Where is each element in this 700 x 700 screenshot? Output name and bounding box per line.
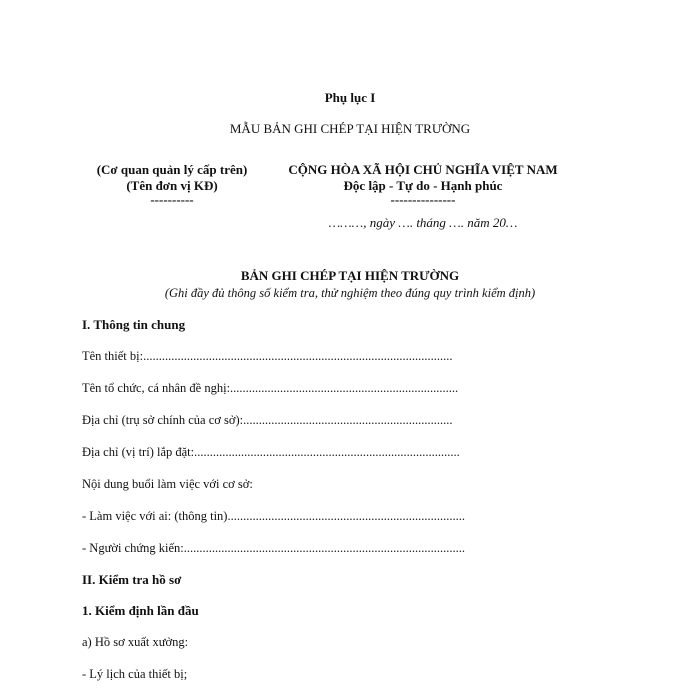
parent-agency-label: (Cơ quan quản lý cấp trên) [96, 162, 248, 177]
main-title: BẢN GHI CHÉP TẠI HIỆN TRƯỜNG [240, 268, 460, 283]
national-motto: Độc lập - Tự do - Hạnh phúc [343, 178, 503, 193]
date-line: ………, ngày …. tháng …. năm 20… [328, 215, 518, 230]
left-header-rule: ---------- [150, 192, 194, 207]
equipment-history-item: - Lý lịch của thiết bị; [82, 667, 188, 681]
national-title: CỘNG HÒA XÃ HỘI CHỦ NGHĨA VIỆT NAM [288, 162, 558, 177]
main-subtitle: (Ghi đầy đủ thông số kiểm tra, thử nghiệm theo đúng quy trình kiểm định) [164, 286, 536, 300]
hq-address-field: Địa chỉ (trụ sở chính của cơ sở):................................................................... [82, 413, 453, 427]
equipment-name-field: Tên thiết bị:................................................................................................... [82, 349, 453, 363]
right-header-rule: --------------- [390, 192, 456, 207]
factory-records-label: a) Hồ sơ xuất xưởng: [82, 635, 189, 649]
form-title: MẪU BẢN GHI CHÉP TẠI HIỆN TRƯỜNG [229, 121, 471, 136]
meeting-content-label: Nội dung buổi làm việc với cơ sở: [82, 477, 253, 491]
worked-with-field: - Làm việc với ai: (thông tin)............................................................................ [82, 509, 465, 523]
install-address-field: Địa chỉ (vị trí) lắp đặt:..................................................................................... [82, 445, 460, 459]
first-inspection-heading: 1. Kiểm định lần đầu [82, 603, 199, 618]
appendix-label: Phụ lục I [324, 90, 376, 105]
unit-name-label: (Tên đơn vị KĐ) [126, 178, 218, 193]
section-records-heading: II. Kiểm tra hồ sơ [82, 572, 182, 587]
requester-field: Tên tổ chức, cá nhân đề nghị:......................................................................... [82, 381, 459, 395]
section-general-heading: I. Thông tin chung [82, 317, 186, 332]
witness-field: - Người chứng kiến:.......................................................................................... [82, 541, 465, 555]
